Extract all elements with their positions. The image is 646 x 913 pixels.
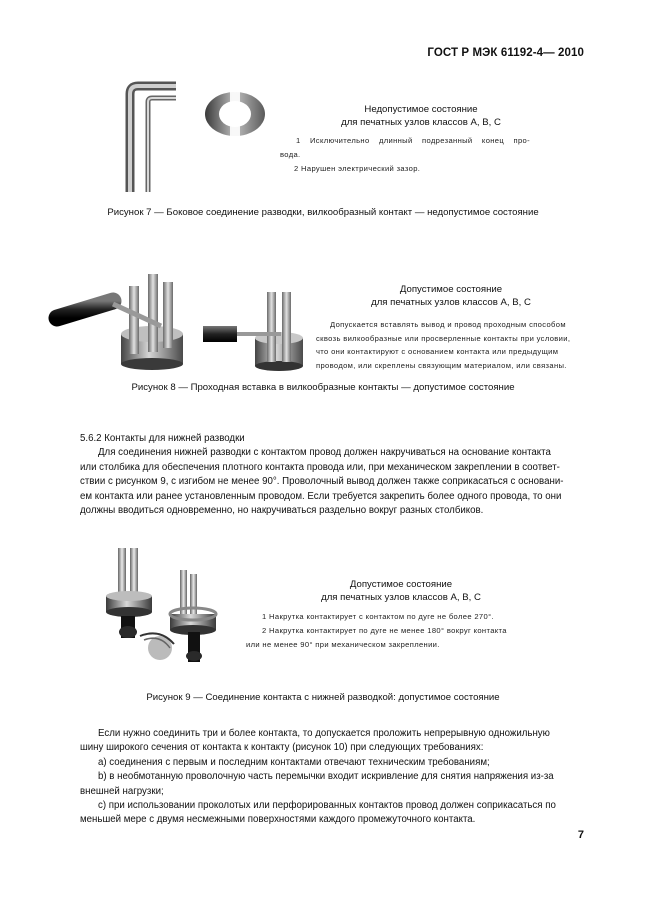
section-line: ем контакта или ранее установленным проводом. Если требуется закрепить более одного провода, то они xyxy=(80,490,562,502)
closing-line: меньшей мере с двумя несмежными поверхностями каждого промежуточного контакта. xyxy=(80,814,476,826)
figure9-note2: 2 Накрутка контактирует по дуге не менее 180° вокруг контакта xyxy=(262,626,507,635)
page-number: 7 xyxy=(577,829,584,841)
figure7-condition-classes: для печатных узлов классов А, В, С xyxy=(341,117,501,128)
section-line: или столбика для обеспечения плотного контакта провода или, при механическом закреплении в соответ- xyxy=(80,461,560,473)
section-5-6-2 xyxy=(80,432,590,518)
figure7-note1-cont: вода. xyxy=(280,150,301,159)
figure8-illustration xyxy=(53,268,303,373)
figure9-notes xyxy=(246,610,546,652)
figure9-condition-classes: для печатных узлов классов А, В, С xyxy=(321,592,481,603)
figure8-notes xyxy=(316,318,588,372)
closing-line: b) в необмотанную проволочную часть перемычки входит искривление для снятия напряжения из-за xyxy=(98,771,554,783)
figure7-note2: 2 Нарушен электрический зазор. xyxy=(294,164,421,173)
figure7-notes xyxy=(280,134,530,176)
figure8-condition-classes: для печатных узлов классов А, В, С xyxy=(371,297,531,308)
closing-line: а) соединения с первым и последним контактами отвечают техническим требованиям; xyxy=(98,756,490,768)
closing-line: c) при использовании проколотых или перфорированных контактов провод должен соприкасаться по xyxy=(98,800,556,812)
figure8-note-line: сквозь вилкообразные или просверленные контакты при условии, xyxy=(316,333,571,343)
figure9-caption: Рисунок 9 — Соединение контакта с нижней разводкой: допустимое состояние xyxy=(146,692,500,703)
figure9-illustration xyxy=(100,544,240,679)
figure7-illustration xyxy=(118,80,278,195)
figure8-note-line: что они контактируют с основанием контакта или предыдущим xyxy=(316,347,559,356)
figure7-note1: 1 Исключительно длинный подрезанный конец про- xyxy=(296,136,530,145)
section-line: Для соединения нижней разводки с контактом провод должен накручиваться на основание контакта xyxy=(98,447,551,459)
figure9-condition-title: Допустимое состояние xyxy=(349,579,453,590)
section-line: ствии с рисунком 9, с изгибом не менее 90°. Проволочный вывод должен также соприкасаться с основани- xyxy=(80,476,564,488)
figure7-caption: Рисунок 7 — Боковое соединение разводки, вилкообразный контакт — недопустимое состояние xyxy=(107,207,539,218)
figure8-caption: Рисунок 8 — Проходная вставка в вилкообразные контакты — допустимое состояние xyxy=(131,382,515,393)
figure7-condition-title: Недопустимое состояние xyxy=(364,104,478,115)
figure8-note-line: Допускается вставлять вывод и провод проходным способом xyxy=(330,320,566,329)
section-heading: 5.6.2 Контакты для нижней разводки xyxy=(80,433,245,444)
closing-line: Если нужно соединить три и более контакта, то допускается проложить непрерывную одножильную xyxy=(98,728,550,739)
figure8-condition xyxy=(346,283,556,309)
standard-header: ГОСТ Р МЭК 61192-4— 2010 xyxy=(427,47,584,59)
section-line: должны вводиться одновременно, но накручиваться раздельно вокруг разных столбиков. xyxy=(80,505,484,517)
closing-line: внешней нагрузки; xyxy=(80,785,164,797)
figure9-note2-cont: или не менее 90° при механическом закреплении. xyxy=(246,640,440,649)
closing-line: шину широкого сечения от контакта к контакту (рисунок 10) при следующих требованиях: xyxy=(80,742,484,754)
figure8-condition-title: Допустимое состояние xyxy=(399,284,503,295)
figure7-condition xyxy=(316,103,526,129)
closing-text xyxy=(80,727,590,828)
figure9-note1: 1 Накрутка контактирует с контактом по дуге не более 270°. xyxy=(262,612,494,621)
figure9-condition xyxy=(296,578,506,604)
figure8-note-line: проводом, или скреплены связующим материалом, или связаны. xyxy=(316,360,567,370)
